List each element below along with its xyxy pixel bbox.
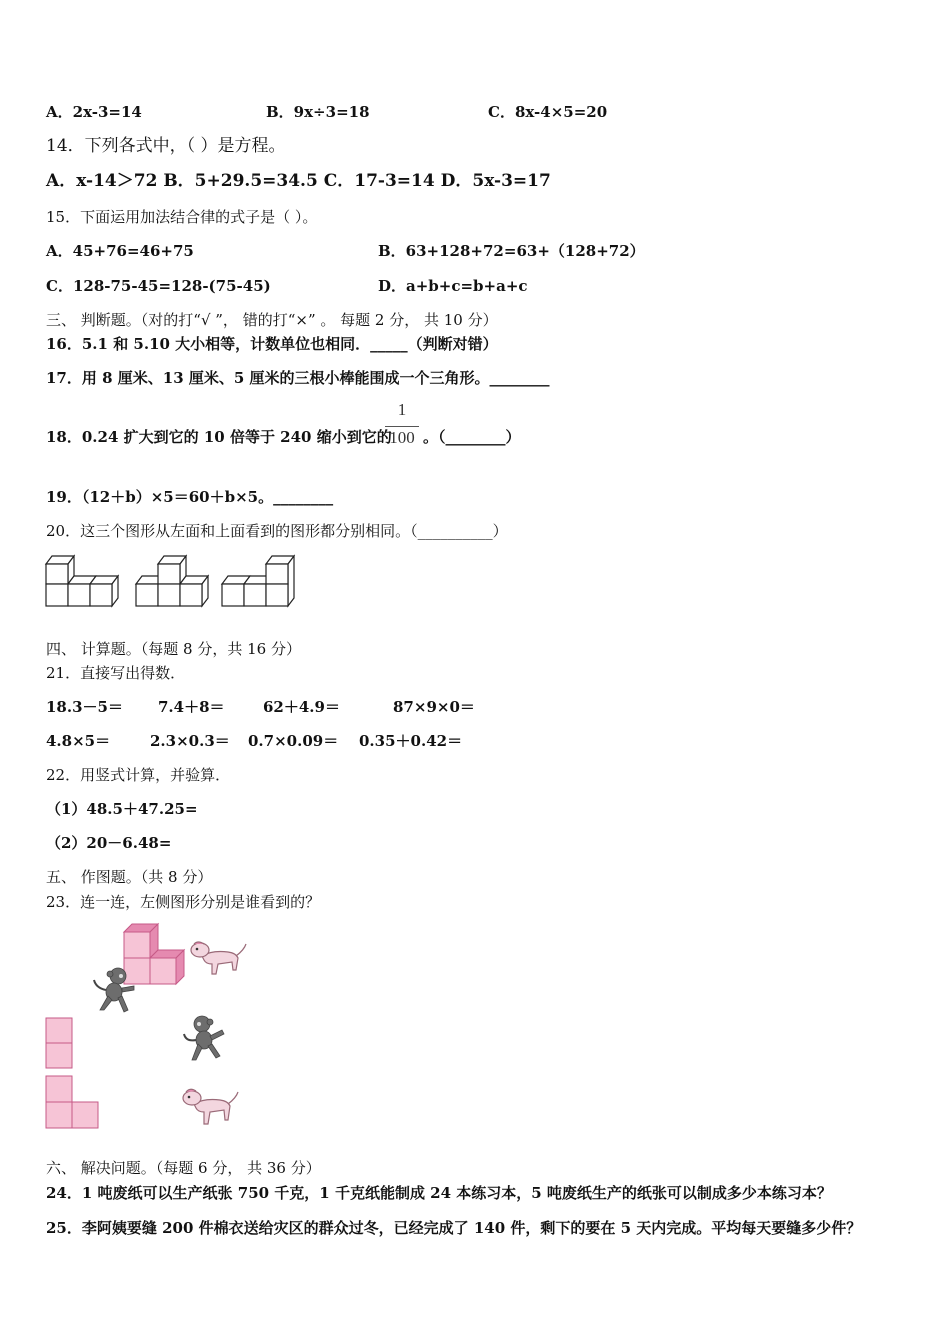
section-5-heading: 五、 作图题。（共 8 分） — [46, 868, 213, 886]
q21-item: 0.35＋0.42＝ — [359, 732, 463, 750]
q15-option-c: C．128-75-45=128-(75-45) — [46, 277, 271, 295]
q21-item: 62＋4.9＝ — [263, 698, 340, 716]
q25: 25．李阿姨要缝 200 件棉衣送给灾区的群众过冬，已经完成了 140 件，剩下的要在 5 天内完成。平均每天要缝多少件？ — [46, 1219, 862, 1237]
q21-item: 2.3×0.3＝ — [150, 732, 230, 750]
dog-icon — [188, 936, 248, 980]
fraction-denominator: 100 — [389, 428, 415, 447]
q21-item: 7.4＋8＝ — [158, 698, 225, 716]
q15-option-a: A．45+76=46+75 — [46, 242, 194, 260]
q14-options: A．x-14＞72 B．5+29.5=34.5 C．17-3=14 D．5x-3=17 — [46, 171, 551, 191]
q21-item: 4.8×5＝ — [46, 732, 111, 750]
cube-figure-3 — [222, 556, 294, 606]
q21-stem: 21．直接写出得数． — [46, 664, 186, 682]
q21-item: 0.7×0.09＝ — [248, 732, 339, 750]
dog-icon — [180, 1082, 242, 1130]
section-6-heading: 六、 解决问题。（每题 6 分， 共 36 分） — [46, 1159, 321, 1177]
front-view-two-squares — [44, 1016, 74, 1070]
q18-answer-blank: 。（________） — [423, 428, 521, 446]
q22-part-2: （2）20－6.48= — [46, 834, 172, 852]
l-shape-view — [44, 1074, 100, 1130]
q15-option-b: B．63+128+72=63+（128+72） — [378, 242, 645, 260]
q21-item: 18.3－5＝ — [46, 698, 123, 716]
q20-cube-figures — [44, 550, 300, 610]
q15-option-d: D．a+b+c=b+a+c — [378, 277, 528, 295]
q13-option-a: A．2x-3=14 — [46, 103, 142, 121]
q17: 17．用 8 厘米、13 厘米、5 厘米的三根小棒能围成一个三角形。________ — [46, 369, 550, 387]
cube-figure-1 — [46, 556, 118, 606]
fraction-bar — [385, 426, 419, 427]
q18-fraction — [385, 400, 419, 450]
monkey-icon — [92, 966, 136, 1014]
q15-stem: 15．下面运用加法结合律的式子是（ ）。 — [46, 208, 318, 226]
q20: 20．这三个图形从左面和上面看到的图形都分别相同。（__________） — [46, 522, 508, 540]
fraction-numerator: 1 — [397, 400, 407, 419]
q24: 24．1 吨废纸可以生产纸张 750 千克，1 千克纸能制成 24 本练习本，5 吨废纸生产的纸张可以制成多少本练习本？ — [46, 1184, 832, 1202]
q21-item: 87×9×0＝ — [393, 698, 475, 716]
section-4-heading: 四、 计算题。（每题 8 分，共 16 分） — [46, 640, 301, 658]
section-3-heading: 三、 判断题。（对的打“√ ”， 错的打“×” 。 每题 2 分， 共 10 分） — [46, 311, 498, 329]
q19: 19．（12＋b）×5＝60＋b×5。________ — [46, 488, 334, 506]
q18-text: 18．0.24 扩大到它的 10 倍等于 240 缩小到它的 — [46, 428, 392, 446]
q22-stem: 22．用竖式计算，并验算． — [46, 766, 231, 784]
q23-stem: 23．连一连，左侧图形分别是谁看到的？ — [46, 893, 321, 911]
q13-option-b: B．9x÷3=18 — [266, 103, 370, 121]
q16: 16．5.1 和 5.10 大小相等，计数单位也相同．_____（判断对错） — [46, 335, 498, 353]
q22-part-1: （1）48.5＋47.25= — [46, 800, 198, 818]
cube-figure-2 — [136, 556, 208, 606]
q13-option-c: C．8x-4×5=20 — [488, 103, 608, 121]
q14-stem: 14．下列各式中，（ ）是方程。 — [46, 136, 286, 156]
monkey-icon — [182, 1014, 226, 1062]
